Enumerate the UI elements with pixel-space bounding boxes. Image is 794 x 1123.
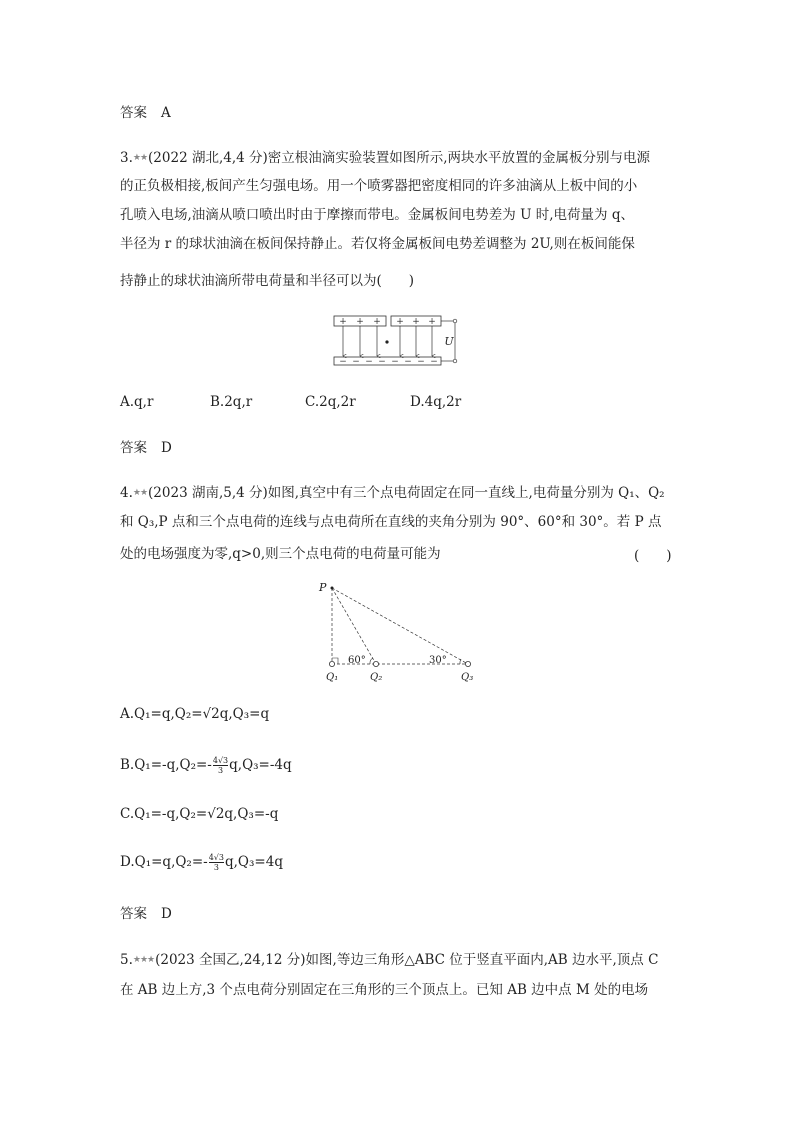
- minus-sign: −: [404, 357, 412, 367]
- minus-sign: −: [339, 357, 347, 367]
- point-charges-figure: [312, 578, 482, 688]
- minus-sign: −: [365, 357, 373, 367]
- q4-line-2: 和 Q₃,P 点和三个点电荷的连线与点电荷所在直线的夹角分别为 90°、60°和 30°。若 P 点: [120, 514, 662, 530]
- oil-drop: [385, 340, 388, 343]
- fraction-numerator: 4√3: [212, 756, 229, 765]
- option-b: [120, 756, 292, 775]
- angle-30-label: 30°: [429, 655, 447, 666]
- answer-label: 答案: [120, 105, 147, 121]
- option-b-prefix: B.Q₁=-q,Q₂=-: [120, 757, 212, 773]
- q3-line-3: 孔喷入电场,油滴从喷口喷出时由于摩擦而带电。金属板间电势差为 U 时,电荷量为 q、: [120, 207, 634, 223]
- option-b-suffix: q,Q₃=-4q: [229, 757, 292, 773]
- answer-q3: [120, 438, 172, 458]
- plus-sign: +: [396, 317, 404, 327]
- answer-label: 答案: [120, 906, 147, 922]
- question-text: 如图,等边三角形△ABC 位于竖直平面内,AB 边水平,顶点 C: [305, 952, 659, 968]
- fraction: [213, 756, 228, 775]
- q4-line-3: 处的电场强度为零,q>0,则三个点电荷的电荷量可能为: [120, 546, 441, 562]
- plus-sign: +: [412, 317, 420, 327]
- fraction: [209, 853, 224, 872]
- minus-sign: −: [391, 357, 399, 367]
- question-number: 3.: [120, 150, 133, 166]
- option-d-suffix: q,Q₃=4q: [225, 854, 283, 870]
- option-d: [120, 853, 283, 872]
- plus-sign: +: [428, 317, 436, 327]
- minus-sign: −: [378, 357, 386, 367]
- minus-sign: −: [417, 357, 425, 367]
- option-d: D.4q,2r: [410, 394, 462, 410]
- label-p: P: [319, 581, 327, 594]
- question-source: (2023 湖南,5,4 分): [148, 485, 268, 501]
- q3-line-2: 的正负极相接,板间产生匀强电场。用一个喷雾器把密度相同的许多油滴从上板中间的小: [120, 178, 638, 194]
- difficulty-stars-icon: ★★★: [132, 955, 155, 965]
- angle-60-label: 60°: [348, 655, 366, 666]
- q3-line-5: 持静止的球状油滴所带电荷量和半径可以为( ): [120, 273, 415, 289]
- terminal-top: [453, 319, 457, 323]
- question-number: 5.: [120, 952, 133, 968]
- q3-line-4: 半径为 r 的球状油滴在板间保持静止。若仅将金属板间电势差调整为 2U,则在板间能保: [120, 236, 635, 252]
- angle-arc-60: [370, 658, 373, 664]
- line-p-q3: [332, 588, 468, 664]
- fraction-denominator: 3: [217, 766, 224, 775]
- option-c: C.2q,2r: [305, 394, 356, 410]
- question-text: 如图,真空中有三个点电荷固定在同一直线上,电荷量分别为 Q₁、Q₂: [267, 485, 665, 501]
- answer-paren: ( ): [634, 548, 672, 564]
- difficulty-stars-icon: ★★: [132, 153, 148, 163]
- plus-sign: +: [339, 317, 347, 327]
- question-source: (2022 湖北,4,4 分): [148, 150, 268, 166]
- q5-line-1: [120, 950, 658, 970]
- minus-sign: −: [352, 357, 360, 367]
- answer-q4: [120, 904, 172, 924]
- q5-line-2: 在 AB 边上方,3 个点电荷分别固定在三角形的三个顶点上。已知 AB 边中点 M 处的电场: [120, 982, 649, 998]
- bottom-plate: [334, 357, 441, 365]
- difficulty-stars-icon: ★★: [132, 488, 148, 498]
- question-number: 4.: [120, 485, 133, 501]
- plus-sign: +: [356, 317, 364, 327]
- label-q3: Q₃: [461, 672, 474, 683]
- answer-value: A: [161, 105, 171, 121]
- answer-q2: [120, 103, 171, 123]
- answer-value: D: [161, 906, 172, 922]
- fraction-numerator: 4√3: [208, 853, 224, 862]
- question-text: 密立根油滴实验装置如图所示,两块水平放置的金属板分别与电源: [267, 150, 651, 166]
- plus-sign: +: [373, 317, 381, 327]
- q4-line-1: [120, 483, 665, 503]
- option-a: A.Q₁=q,Q₂=√2q,Q₃=q: [120, 706, 270, 722]
- terminal-bottom: [453, 359, 457, 363]
- fraction-denominator: 3: [213, 863, 219, 872]
- option-c: C.Q₁=-q,Q₂=√2q,Q₃=-q: [120, 806, 279, 822]
- option-d-prefix: D.Q₁=q,Q₂=-: [120, 854, 208, 870]
- line-p-q2: [332, 588, 376, 664]
- charge-q2: [373, 661, 378, 666]
- point-p: [331, 587, 334, 590]
- voltage-label: U: [444, 335, 454, 348]
- question-source: (2023 全国乙,24,12 分): [155, 952, 306, 968]
- answer-label: 答案: [120, 440, 147, 456]
- option-b: B.2q,r: [210, 394, 253, 410]
- label-q2: Q₂: [370, 672, 383, 683]
- charge-q3: [465, 661, 470, 666]
- label-q1: Q₁: [326, 672, 339, 683]
- answer-value: D: [161, 440, 172, 456]
- q3-line-1: [120, 148, 650, 168]
- charge-q1: [329, 661, 334, 666]
- option-a: A.q,r: [120, 394, 154, 410]
- oil-drop-apparatus-figure: [330, 312, 464, 370]
- minus-sign: −: [430, 357, 438, 367]
